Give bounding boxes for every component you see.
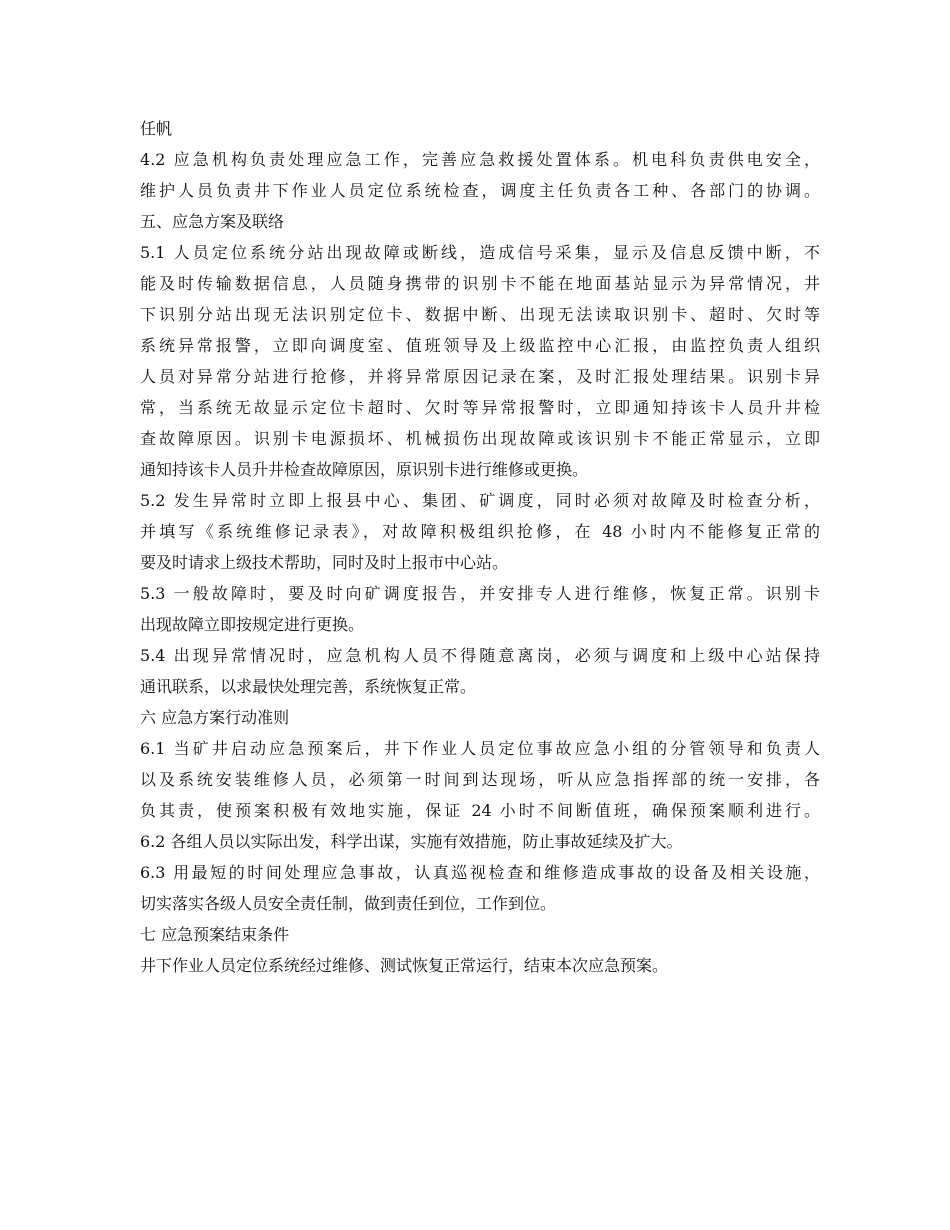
text-line: 切实落实各级人员安全责任制，做到责任到位，工作到位。 [140, 894, 557, 913]
text-line: 要及时请求上级技术帮助，同时及时上报市中心站。 [140, 553, 509, 572]
text-line: 5.1 人员定位系统分站出现故障或断线，造成信号采集，显示及信息反馈中断，不 [140, 243, 820, 262]
text-line: 5.4 出现异常情况时，应急机构人员不得随意离岗，必须与调度和上级中心站保持 [140, 646, 820, 665]
text-line: 能及时传输数据信息，人员随身携带的识别卡不能在地面基站显示为异常情况，井 [140, 274, 820, 293]
text-line: 5.2 发生异常时立即上报县中心、集团、矿调度，同时必须对故障及时检查分析， [140, 491, 820, 510]
text-line: 查故障原因。识别卡电源损坏、机械损伤出现故障或该识别卡不能正常显示，立即 [140, 429, 820, 448]
text-line: 6.2 各组人员以实际出发，科学出谋，实施有效措施，防止事故延续及扩大。 [140, 832, 683, 851]
section-heading: 七 应急预案结束条件 [140, 925, 290, 944]
text-line: 通讯联系，以求最快处理完善，系统恢复正常。 [140, 677, 477, 696]
text-line: 以及系统安装维修人员，必须第一时间到达现场，听从应急指挥部的统一安排，各 [140, 770, 820, 789]
text-line: 任帆 [140, 119, 173, 138]
text-line: 6.1 当矿井启动应急预案后，井下作业人员定位事故应急小组的分管领导和负责人 [140, 739, 820, 758]
text-line: 常，当系统无故显示定位卡超时、欠时等异常报警时，立即通知持该卡人员升井检 [140, 398, 820, 417]
document-body [140, 113, 820, 981]
text-line: 井下作业人员定位系统经过维修、测试恢复正常运行，结束本次应急预案。 [140, 956, 669, 975]
section-heading: 六 应急方案行动准则 [140, 708, 290, 727]
text-line: 系统异常报警，立即向调度室、值班领导及上级监控中心汇报，由监控负责人组织 [140, 336, 820, 355]
text-line: 通知持该卡人员升井检查故障原因，原识别卡进行维修或更换。 [140, 460, 589, 479]
section-heading: 五、应急方案及联络 [140, 212, 285, 231]
text-line: 维护人员负责井下作业人员定位系统检查，调度主任负责各工种、各部门的协调。 [140, 181, 820, 200]
text-line: 5.3 一般故障时，要及时向矿调度报告，并安排专人进行维修，恢复正常。识别卡 [140, 584, 820, 603]
text-line: 下识别分站出现无法识别定位卡、数据中断、出现无法读取识别卡、超时、欠时等 [140, 305, 820, 324]
text-line: 6.3 用最短的时间处理应急事故，认真巡视检查和维修造成事故的设备及相关设施， [140, 863, 820, 882]
text-line: 并填写《系统维修记录表》，对故障积极组织抢修，在 48 小时内不能修复正常的 [140, 522, 820, 541]
text-line: 出现故障立即按规定进行更换。 [140, 615, 365, 634]
text-line: 人员对异常分站进行抢修，并将异常原因记录在案，及时汇报处理结果。识别卡异 [140, 367, 820, 386]
text-line: 负其责，使预案积极有效地实施，保证 24 小时不间断值班，确保预案顺利进行。 [140, 801, 820, 820]
text-line: 4.2 应急机构负责处理应急工作，完善应急救援处置体系。机电科负责供电安全， [140, 150, 820, 169]
